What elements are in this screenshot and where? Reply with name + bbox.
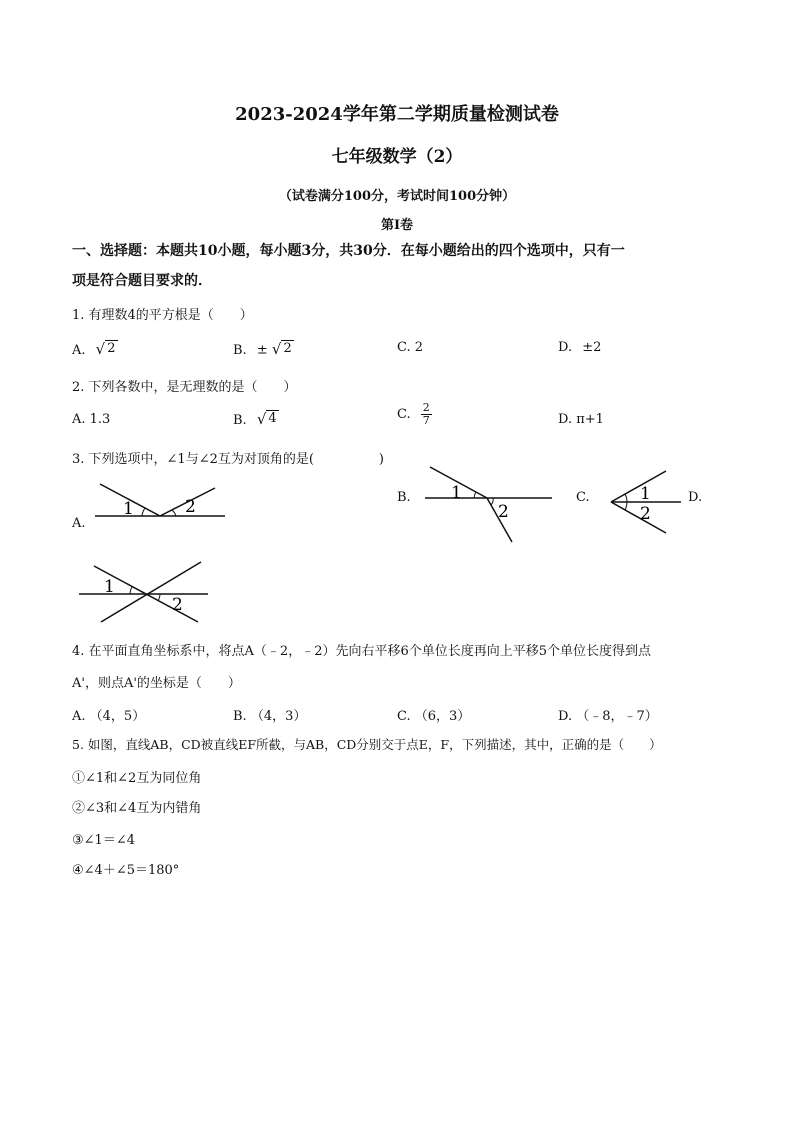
q4-option-a[interactable]: A. （4，5） [72, 709, 146, 724]
q5-statement-3: ③∠1＝∠4 [72, 833, 135, 848]
section-heading-line1: 一、选择题：本题共10小题，每小题3分，共30分．在每小题给出的四个选项中，只有一 [72, 243, 625, 259]
angle-arc [625, 502, 627, 510]
q4-option-d[interactable]: D. （﹣8，﹣7） [558, 709, 658, 724]
sqrt-symbol: √ 4 [256, 409, 277, 428]
q2-b-label: B. [233, 412, 247, 428]
q3-figure-b [422, 462, 557, 547]
angle-arc [142, 508, 145, 516]
fraction [421, 402, 432, 427]
exam-title: 2023-2024学年第二学期质量检测试卷 [235, 104, 559, 125]
angle-arc [158, 594, 160, 601]
q1-stem: 1. 有理数4的平方根是（ ） [72, 308, 253, 323]
q3-option-a-label[interactable]: A. [72, 516, 86, 531]
fraction-numerator: 2 [422, 401, 430, 414]
figure-line [611, 471, 666, 502]
part-label: 第I卷 [380, 218, 414, 233]
q2-option-c[interactable] [397, 402, 432, 427]
q3-figure-c [606, 466, 686, 538]
exam-note: （试卷满分100分，考试时间100分钟） [278, 189, 516, 204]
angle-2-label: 2 [185, 497, 196, 517]
sqrt-symbol: √ 2 [271, 339, 292, 358]
q1-b-radicand: 2 [283, 341, 292, 356]
q1-b-pm: ± [256, 342, 268, 358]
q4-stem-line2: A'，则点A'的坐标是（ ） [72, 676, 241, 691]
q5-stem: 5. 如图，直线AB，CD被直线EF所截，与AB，CD分别交于点E，F，下列描述，其中，正确的是（ ） [72, 737, 662, 752]
q5-statement-1: ①∠1和∠2互为同位角 [72, 771, 202, 786]
q5-statement-4: ④∠4＋∠5＝180° [72, 863, 180, 878]
fraction-denominator: 7 [422, 414, 430, 428]
sqrt-symbol: √ 2 [95, 339, 116, 358]
angle-1-label: 1 [640, 484, 651, 504]
q4-option-b[interactable]: B. （4，3） [233, 709, 307, 724]
section-heading-line2: 项是符合题目要求的． [72, 273, 212, 289]
q2-c-label: C. [397, 407, 411, 423]
angle-2-label: 2 [640, 504, 651, 524]
angle-arc [474, 492, 476, 498]
angle-arc [625, 494, 627, 502]
angle-arc [130, 587, 132, 594]
angle-1-label: 1 [451, 483, 462, 503]
angle-2-label: 2 [498, 502, 509, 522]
q5-statement-2: ②∠3和∠4互为内错角 [72, 801, 202, 816]
q2-stem: 2. 下列各数中，是无理数的是（ ） [72, 380, 297, 395]
exam-subtitle: 七年级数学（2） [331, 147, 463, 167]
q1-d-value: ±2 [582, 340, 602, 355]
q2-option-d[interactable]: D. π+1 [558, 412, 604, 427]
q1-option-d[interactable] [558, 340, 601, 355]
figure-line [101, 562, 201, 622]
q2-option-b[interactable] [233, 410, 279, 428]
q1-a-label: A. [72, 342, 86, 358]
q3-option-b-label[interactable]: B. [397, 490, 411, 505]
q3-option-c-label[interactable]: C. [576, 490, 590, 505]
q3-figure-d [76, 558, 216, 630]
figure-line [611, 502, 666, 533]
angle-1-label: 1 [104, 577, 115, 597]
angle-1-label: 1 [123, 499, 134, 519]
q3-stem: 3. 下列选项中，∠1与∠2互为对顶角的是( ) [72, 452, 385, 467]
angle-2-label: 2 [172, 595, 183, 615]
q1-option-a[interactable] [72, 340, 118, 358]
q2-b-radicand: 4 [268, 411, 277, 426]
q3-option-d-label[interactable]: D. [688, 490, 703, 505]
q4-stem-line1: 4. 在平面直角坐标系中，将点A（﹣2，﹣2）先向右平移6个单位长度再向上平移5个单位长度得到点 [72, 644, 652, 659]
q1-b-label: B. [233, 342, 247, 358]
angle-arc [491, 498, 493, 505]
q1-option-b[interactable] [233, 340, 294, 358]
q1-a-radicand: 2 [107, 341, 116, 356]
q1-d-label: D. [558, 340, 573, 355]
q3-figure-a [90, 478, 230, 523]
q2-option-a[interactable]: A. 1.3 [72, 412, 111, 427]
q1-option-c[interactable]: C. 2 [397, 340, 424, 355]
q4-option-c[interactable]: C. （6，3） [397, 709, 471, 724]
angle-arc [172, 510, 176, 516]
